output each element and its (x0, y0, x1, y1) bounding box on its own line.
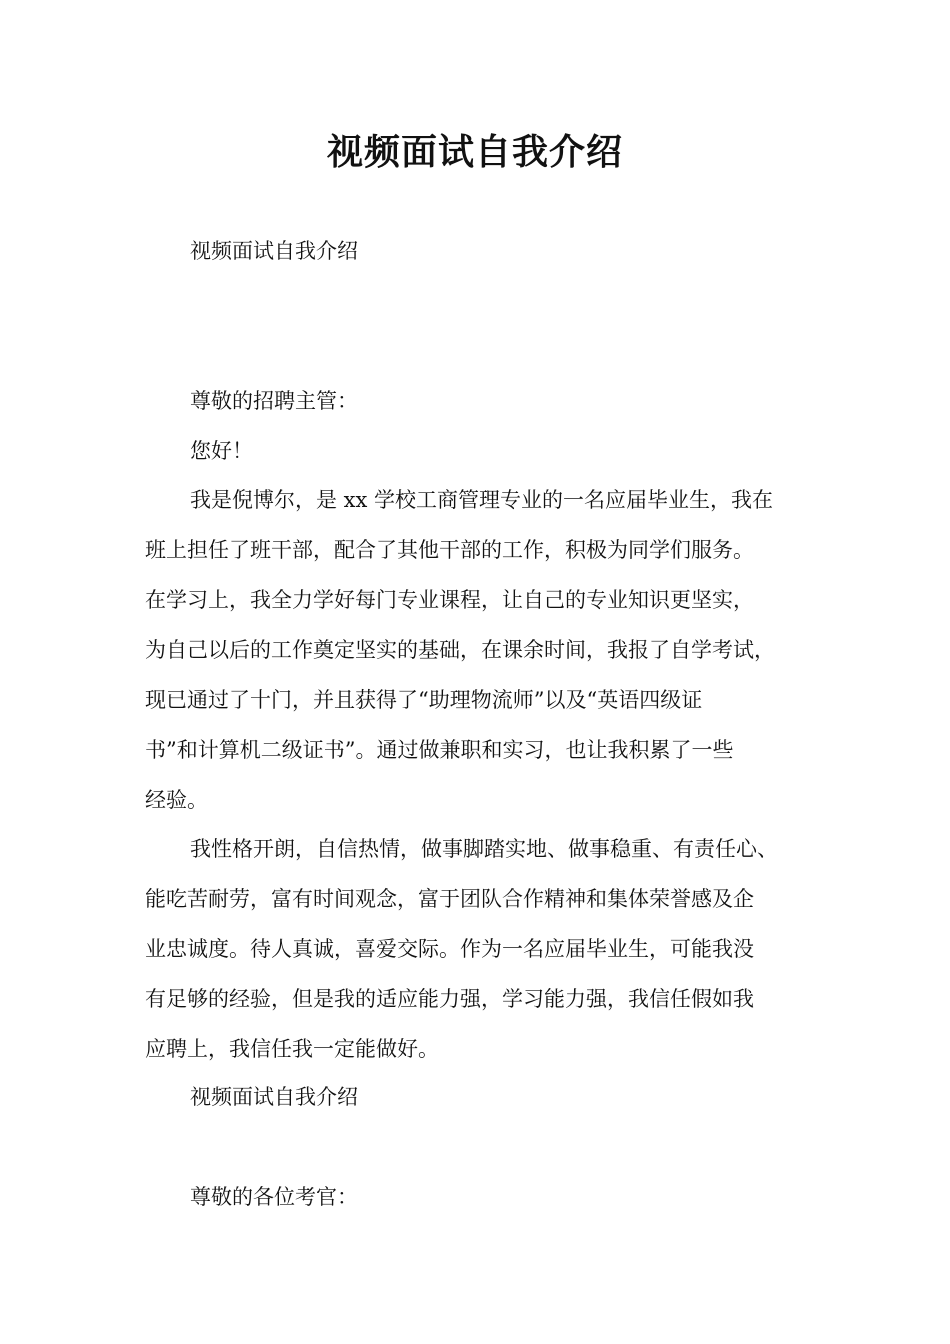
paragraph-line: 能吃苦耐劳，富有时间观念，富于团队合作精神和集体荣誉感及企 (145, 887, 754, 911)
salutation: 尊敬的招聘主管： (190, 389, 358, 413)
paragraph-line: 为自己以后的工作奠定坚实的基础，在课余时间，我报了自学考试， (145, 638, 775, 662)
section-heading: 视频面试自我介绍 (190, 1085, 358, 1109)
paragraph-line: 有足够的经验，但是我的适应能力强，学习能力强，我信任假如我 (145, 987, 754, 1011)
paragraph-line: 我性格开朗，自信热情，做事脚踏实地、做事稳重、有责任心、 (190, 837, 778, 861)
paragraph-line: 班上担任了班干部，配合了其他干部的工作，积极为同学们服务。 (145, 538, 754, 562)
section-heading: 视频面试自我介绍 (190, 239, 358, 263)
document-title: 视频面试自我介绍 (326, 132, 623, 173)
paragraph-line: 经验。 (145, 788, 208, 812)
paragraph-line: 书”和计算机二级证书”。通过做兼职和实习，也让我积累了一些 (145, 738, 734, 762)
salutation: 尊敬的各位考官： (190, 1185, 358, 1209)
paragraph-line: 我是倪博尔，是 xx 学校工商管理专业的一名应届毕业生，我在 (190, 488, 774, 512)
paragraph-line: 应聘上，我信任我一定能做好。 (145, 1037, 439, 1061)
paragraph-line: 业忠诚度。待人真诚，喜爱交际。作为一名应届毕业生，可能我没 (145, 937, 754, 961)
paragraph-line: 现已通过了十门，并且获得了“助理物流师”以及“英语四级证 (145, 688, 703, 712)
paragraph-line: 在学习上，我全力学好每门专业课程，让自己的专业知识更坚实， (145, 588, 754, 612)
greeting-text: 您好！ (190, 439, 253, 463)
